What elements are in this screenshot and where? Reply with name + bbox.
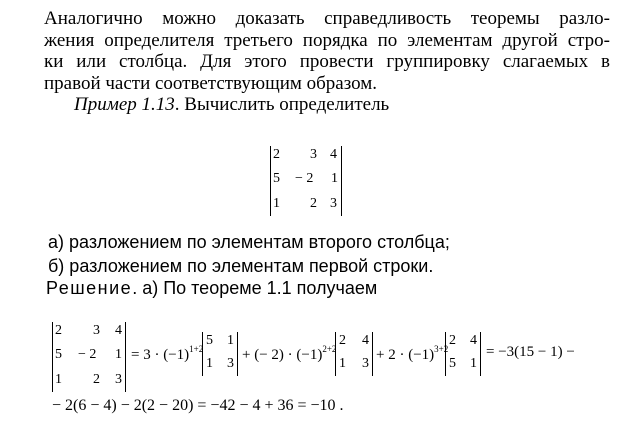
solution-text: . а) По теореме 1.1 получаем <box>132 278 378 298</box>
det-cell: 1 <box>273 196 280 211</box>
det-cell: 4 <box>362 333 369 348</box>
coefficient-3 <box>376 344 448 364</box>
solution-line <box>46 278 377 299</box>
det-cell: 1 <box>339 356 346 371</box>
minor-1 <box>202 332 238 376</box>
det-cell: 3 <box>310 147 317 162</box>
left-bar <box>335 332 336 376</box>
det-cell: 4 <box>470 333 477 348</box>
example-heading <box>74 94 389 116</box>
det-cell: 1 <box>115 347 122 362</box>
det-cell: 3 <box>115 372 122 387</box>
det-cell: 1 <box>331 171 338 186</box>
det-cell: 2 <box>310 196 317 211</box>
equation-line-2: − 2(6 − 4) − 2(2 − 20) = −42 − 4 + 36 = −10 . <box>52 397 344 414</box>
exponent: 1+2 <box>189 344 204 354</box>
coef-text: = 3 · (−1) <box>131 347 190 363</box>
det-cell: 2 <box>273 147 280 162</box>
main-determinant <box>270 146 342 216</box>
intro-paragraph <box>44 8 610 94</box>
right-bar <box>341 146 342 216</box>
solution-label: Решение <box>46 278 133 298</box>
right-bar <box>480 332 481 376</box>
paragraph-line: ки или столбца. Для этого провести группировку слагаемых в <box>44 51 610 72</box>
det-cell: 1 <box>206 356 213 371</box>
det-cell: 5 <box>273 171 280 186</box>
item-a: а) разложением по элементам второго столбца; <box>48 232 450 252</box>
coef-text: + (− 2) · (−1) <box>242 347 323 363</box>
det-cell: 2 <box>55 323 62 338</box>
coefficient-1 <box>131 344 203 364</box>
example-text: Вычислить определитель <box>179 94 390 115</box>
left-bar <box>52 322 53 392</box>
example-dot: . <box>174 94 180 115</box>
det-cell: 5 <box>55 347 62 362</box>
example-label: Пример 1.13 <box>74 94 175 115</box>
exponent: 3+2 <box>434 344 449 354</box>
minor-3 <box>445 332 481 376</box>
left-bar <box>270 146 271 216</box>
det-cell: 1 <box>470 356 477 371</box>
right-bar <box>125 322 126 392</box>
item-b: б) разложением по элементам первой строки. <box>48 256 434 276</box>
coefficient-2 <box>242 344 336 364</box>
det-cell: − 2 <box>295 171 314 186</box>
left-bar <box>445 332 446 376</box>
det-cell: 5 <box>206 333 213 348</box>
det-cell: 4 <box>330 147 337 162</box>
right-bar <box>372 332 373 376</box>
equation-tail: = −3(15 − 1) − <box>486 344 575 360</box>
det-cell: 3 <box>330 196 337 211</box>
det-cell: 4 <box>115 323 122 338</box>
exponent: 2+2 <box>322 344 337 354</box>
paragraph-line: жения определителя третьего порядка по элементам другой стро- <box>44 29 610 51</box>
det-cell: 2 <box>339 333 346 348</box>
coef-text: + 2 · (−1) <box>376 347 435 363</box>
paragraph-line: Аналогично можно доказать справедливость теоремы разло- <box>44 8 610 29</box>
left-bar <box>202 332 203 376</box>
det-cell: 3 <box>93 323 100 338</box>
equation-determinant <box>52 322 126 392</box>
det-cell: 3 <box>362 356 369 371</box>
paragraph-line: правой части соответствующим образом. <box>44 72 378 94</box>
det-cell: − 2 <box>78 347 97 362</box>
det-cell: 3 <box>227 356 234 371</box>
det-cell: 5 <box>449 356 456 371</box>
right-bar <box>237 332 238 376</box>
det-cell: 2 <box>449 333 456 348</box>
det-cell: 2 <box>93 372 100 387</box>
det-cell: 1 <box>227 333 234 348</box>
det-cell: 1 <box>55 372 62 387</box>
minor-2 <box>335 332 373 376</box>
